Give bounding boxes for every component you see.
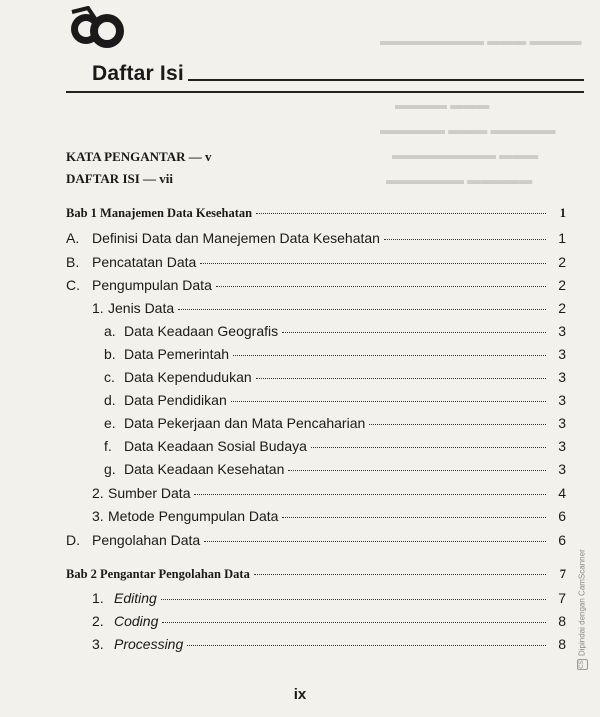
toc-entry (104, 323, 566, 343)
toc-entry (104, 392, 566, 412)
toc-entry (66, 254, 566, 274)
toc-entry-page: 3 (558, 438, 566, 454)
dot-leader (200, 263, 546, 264)
chapter-logo-icon (66, 6, 128, 52)
bleed-through-decoration: ▬▬▬▬ ▬▬▬ (395, 97, 490, 112)
toc-entry-title: Processing (114, 636, 184, 652)
toc-entry-number: b. (104, 346, 116, 362)
dot-leader (288, 470, 546, 471)
dot-leader (216, 286, 546, 287)
scanner-watermark-text: Dipindai dengan CamScanner (577, 549, 587, 656)
toc-entry-page: 1 (558, 230, 566, 246)
dot-leader (194, 494, 546, 495)
toc-entry-number: B. (66, 254, 80, 270)
toc-chapter-entry (66, 567, 566, 587)
toc-entry (104, 369, 566, 389)
dot-leader (233, 355, 546, 356)
toc-entry-title: Bab 2 Pengantar Pengolahan Data (66, 567, 250, 581)
front-matter-kata-pengantar: KATA PENGANTAR — v (66, 149, 212, 164)
bleed-through-decoration: ▬▬▬▬▬▬▬▬ ▬▬▬ ▬▬▬▬ (380, 33, 582, 48)
toc-entry-number: D. (66, 532, 80, 548)
dot-leader (282, 517, 546, 518)
bleed-through-decoration: ▬▬▬▬▬▬▬▬ ▬▬▬ (392, 147, 539, 162)
dot-leader (204, 541, 546, 542)
toc-entry-title: Pencatatan Data (92, 254, 197, 270)
toc-entry-number: c. (104, 369, 115, 385)
toc-entry-title: Definisi Data dan Manejemen Data Kesehatan (92, 230, 380, 246)
toc-entry-number: 1. (92, 590, 104, 606)
dot-leader (187, 645, 546, 646)
toc-entry (92, 300, 566, 320)
toc-entry-number: 2. (92, 613, 104, 629)
toc-entry-page: 3 (558, 346, 566, 362)
toc-entry-page: 8 (558, 636, 566, 652)
toc-entry (104, 438, 566, 458)
toc-entry (104, 415, 566, 435)
dot-leader (384, 239, 546, 240)
toc-entry-title: Bab 1 Manajemen Data Kesehatan (66, 206, 253, 220)
toc-entry-number: C. (66, 277, 80, 293)
toc-entry-page: 2 (558, 254, 566, 270)
dot-leader (369, 424, 546, 425)
toc-entry-title: Pengumpulan Data (92, 277, 212, 293)
toc-entry (104, 346, 566, 366)
toc-entry-number: 3. (92, 508, 104, 524)
toc-entry (66, 277, 566, 297)
toc-entry-number: 3. (92, 636, 104, 652)
toc-entry-page: 6 (558, 532, 566, 548)
bleed-through-decoration: ▬▬▬▬▬ ▬▬▬ ▬▬▬▬▬ (380, 122, 556, 137)
toc-entry-number: e. (104, 415, 116, 431)
toc-entry-number: a. (104, 323, 116, 339)
toc-entry-page: 3 (558, 415, 566, 431)
toc-entry (92, 590, 566, 610)
toc-entry-number: 2. (92, 485, 104, 501)
dot-leader (161, 599, 546, 600)
toc-entry-title: Metode Pengumpulan Data (108, 508, 279, 524)
page-title: Daftar Isi (92, 62, 184, 85)
toc-entry-title: Data Keadaan Sosial Budaya (124, 438, 307, 454)
toc-entry-page: 7 (559, 567, 566, 581)
toc-entry-number: d. (104, 392, 116, 408)
toc-entry-page: 3 (558, 392, 566, 408)
toc-entry-title: Pengolahan Data (92, 532, 201, 548)
toc-entry-number: g. (104, 461, 116, 477)
toc-entry-title: Data Pendidikan (124, 392, 227, 408)
header-rule (66, 91, 584, 93)
toc-entry-number: A. (66, 230, 80, 246)
toc-entry (92, 485, 566, 505)
toc-entry-page: 4 (558, 485, 566, 501)
scanner-watermark (577, 549, 588, 670)
toc-entry (92, 508, 566, 528)
bleed-through-decoration: ▬▬▬▬▬▬ ▬▬▬▬▬ (386, 172, 533, 187)
dot-leader (231, 401, 546, 402)
camscanner-badge-icon: CS (577, 659, 588, 670)
toc-entry-page: 3 (558, 323, 566, 339)
toc-entry-page: 2 (558, 277, 566, 293)
toc-entry-title: Data Pekerjaan dan Mata Pencaharian (124, 415, 366, 431)
toc-entry-number: f. (104, 438, 112, 454)
dot-leader (311, 447, 546, 448)
dot-leader (254, 574, 546, 575)
title-underline (188, 79, 584, 81)
dot-leader (256, 378, 546, 379)
dot-leader (282, 332, 546, 333)
toc-entry-title: Data Pemerintah (124, 346, 230, 362)
toc-entry-title: Editing (114, 590, 157, 606)
toc-entry-number: 1. (92, 300, 104, 316)
toc-entry (104, 461, 566, 481)
toc-entry-title: Jenis Data (108, 300, 175, 316)
dot-leader (256, 213, 546, 214)
front-matter-daftar-isi: DAFTAR ISI — vii (66, 171, 174, 186)
toc-entry-page: 1 (559, 206, 566, 220)
toc-entry-page: 2 (558, 300, 566, 316)
toc-entry-title: Sumber Data (108, 485, 191, 501)
toc-chapter-entry (66, 206, 566, 226)
page-number: ix (293, 686, 307, 703)
toc-entry-page: 3 (558, 369, 566, 385)
dot-leader (162, 622, 546, 623)
dot-leader (178, 309, 546, 310)
toc-entry-page: 3 (558, 461, 566, 477)
toc-entry (92, 613, 566, 633)
toc-entry-page: 7 (558, 590, 566, 606)
toc-entry-page: 8 (558, 613, 566, 629)
toc-entry (66, 532, 566, 552)
toc-entry-title: Data Keadaan Geografis (124, 323, 279, 339)
toc-entry (66, 230, 566, 250)
toc-entry-page: 6 (558, 508, 566, 524)
toc-entry-title: Data Kependudukan (124, 369, 252, 385)
toc-entry-title: Coding (114, 613, 159, 629)
toc-entry (92, 636, 566, 656)
toc-entry-title: Data Keadaan Kesehatan (124, 461, 285, 477)
